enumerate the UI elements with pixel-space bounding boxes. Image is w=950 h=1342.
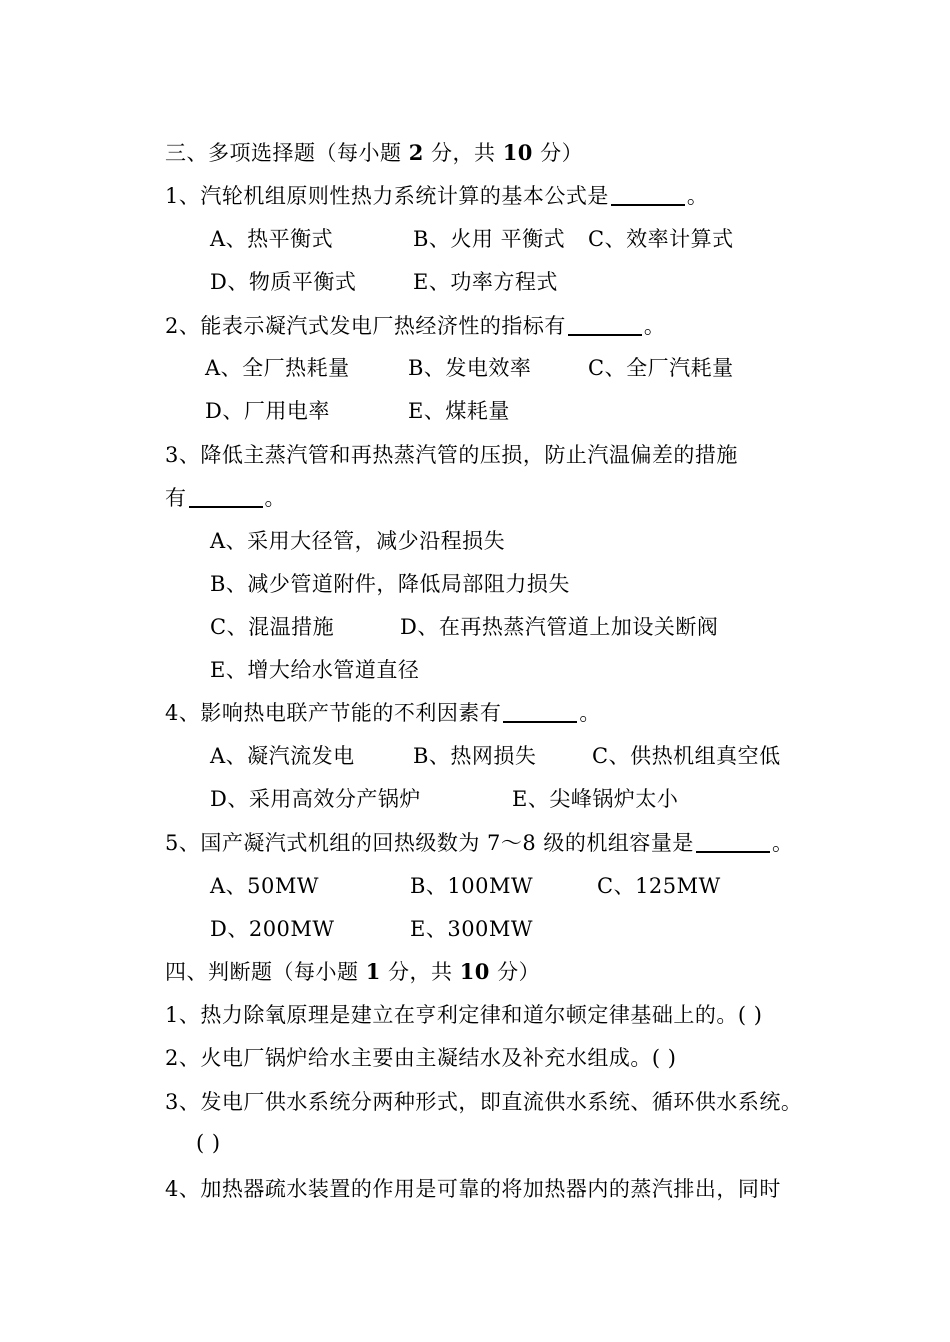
q1-option-b: B、火用 平衡式 [413, 227, 566, 251]
question-3-cont: 有 。 [165, 486, 286, 510]
question-4: 4、影响热电联产节能的不利因素有 。 [165, 701, 601, 725]
section3-heading: 三、多项选择题（每小题 2 分，共 10 分） [165, 140, 584, 165]
q1-option-e: E、功率方程式 [413, 270, 558, 294]
q5-option-e: E、300MW [410, 917, 533, 941]
answer-blank [568, 312, 642, 336]
q3-option-a: A、采用大径管，减少沿程损失 [210, 529, 506, 553]
question-3: 3、降低主蒸汽管和再热蒸汽管的压损，防止汽温偏差的措施 [165, 443, 738, 467]
q1-option-c: C、效率计算式 [588, 227, 734, 251]
q5-option-d: D、200MW [210, 917, 335, 941]
answer-blank [503, 699, 577, 723]
question-1: 1、汽轮机组原则性热力系统计算的基本公式是 。 [165, 184, 709, 208]
question-5: 5、国产凝汽式机组的回热级数为 7～8 级的机组容量是 。 [165, 831, 794, 855]
q2-option-e: E、煤耗量 [408, 399, 510, 423]
q1-option-d: D、物质平衡式 [210, 270, 357, 294]
q3-option-b: B、减少管道附件，降低局部阻力损失 [210, 572, 570, 596]
q5-option-b: B、100MW [410, 874, 534, 898]
answer-blank [189, 484, 263, 508]
q5-option-a: A、50MW [210, 874, 319, 898]
tf-question-3: 3、发电厂供水系统分两种形式，即直流供水系统、循环供水系统。 [165, 1090, 803, 1114]
tf-question-2: 2、火电厂锅炉给水主要由主凝结水及补充水组成。( ) [165, 1046, 677, 1070]
q2-option-b: B、发电效率 [408, 356, 532, 380]
q5-option-c: C、125MW [597, 874, 721, 898]
question-2: 2、能表示凝汽式发电厂热经济性的指标有 。 [165, 314, 666, 338]
q4-option-d: D、采用高效分产锅炉 [210, 787, 421, 811]
q2-option-a: A、全厂热耗量 [205, 356, 350, 380]
tf-question-4: 4、加热器疏水装置的作用是可靠的将加热器内的蒸汽排出，同时 [165, 1177, 781, 1201]
q3-option-d: D、在再热蒸汽管道上加设关断阀 [400, 615, 719, 639]
q4-option-a: A、凝汽流发电 [210, 744, 355, 768]
q3-option-e: E、增大给水管道直径 [210, 658, 420, 682]
q2-option-d: D、厂用电率 [205, 399, 330, 423]
tf-question-3-bracket: ( ) [196, 1131, 221, 1155]
q4-option-e: E、尖峰锅炉太小 [512, 787, 679, 811]
tf-question-1: 1、热力除氧原理是建立在亨利定律和道尔顿定律基础上的。( ) [165, 1003, 763, 1027]
section4-heading: 四、判断题（每小题 1 分，共 10 分） [165, 959, 541, 984]
q2-option-c: C、全厂汽耗量 [588, 356, 734, 380]
q3-option-c: C、混温措施 [210, 615, 335, 639]
answer-blank [696, 829, 770, 853]
answer-blank [611, 182, 685, 206]
q1-option-a: A、热平衡式 [210, 227, 334, 251]
q4-option-b: B、热网损失 [413, 744, 537, 768]
q4-option-c: C、供热机组真空低 [592, 744, 781, 768]
